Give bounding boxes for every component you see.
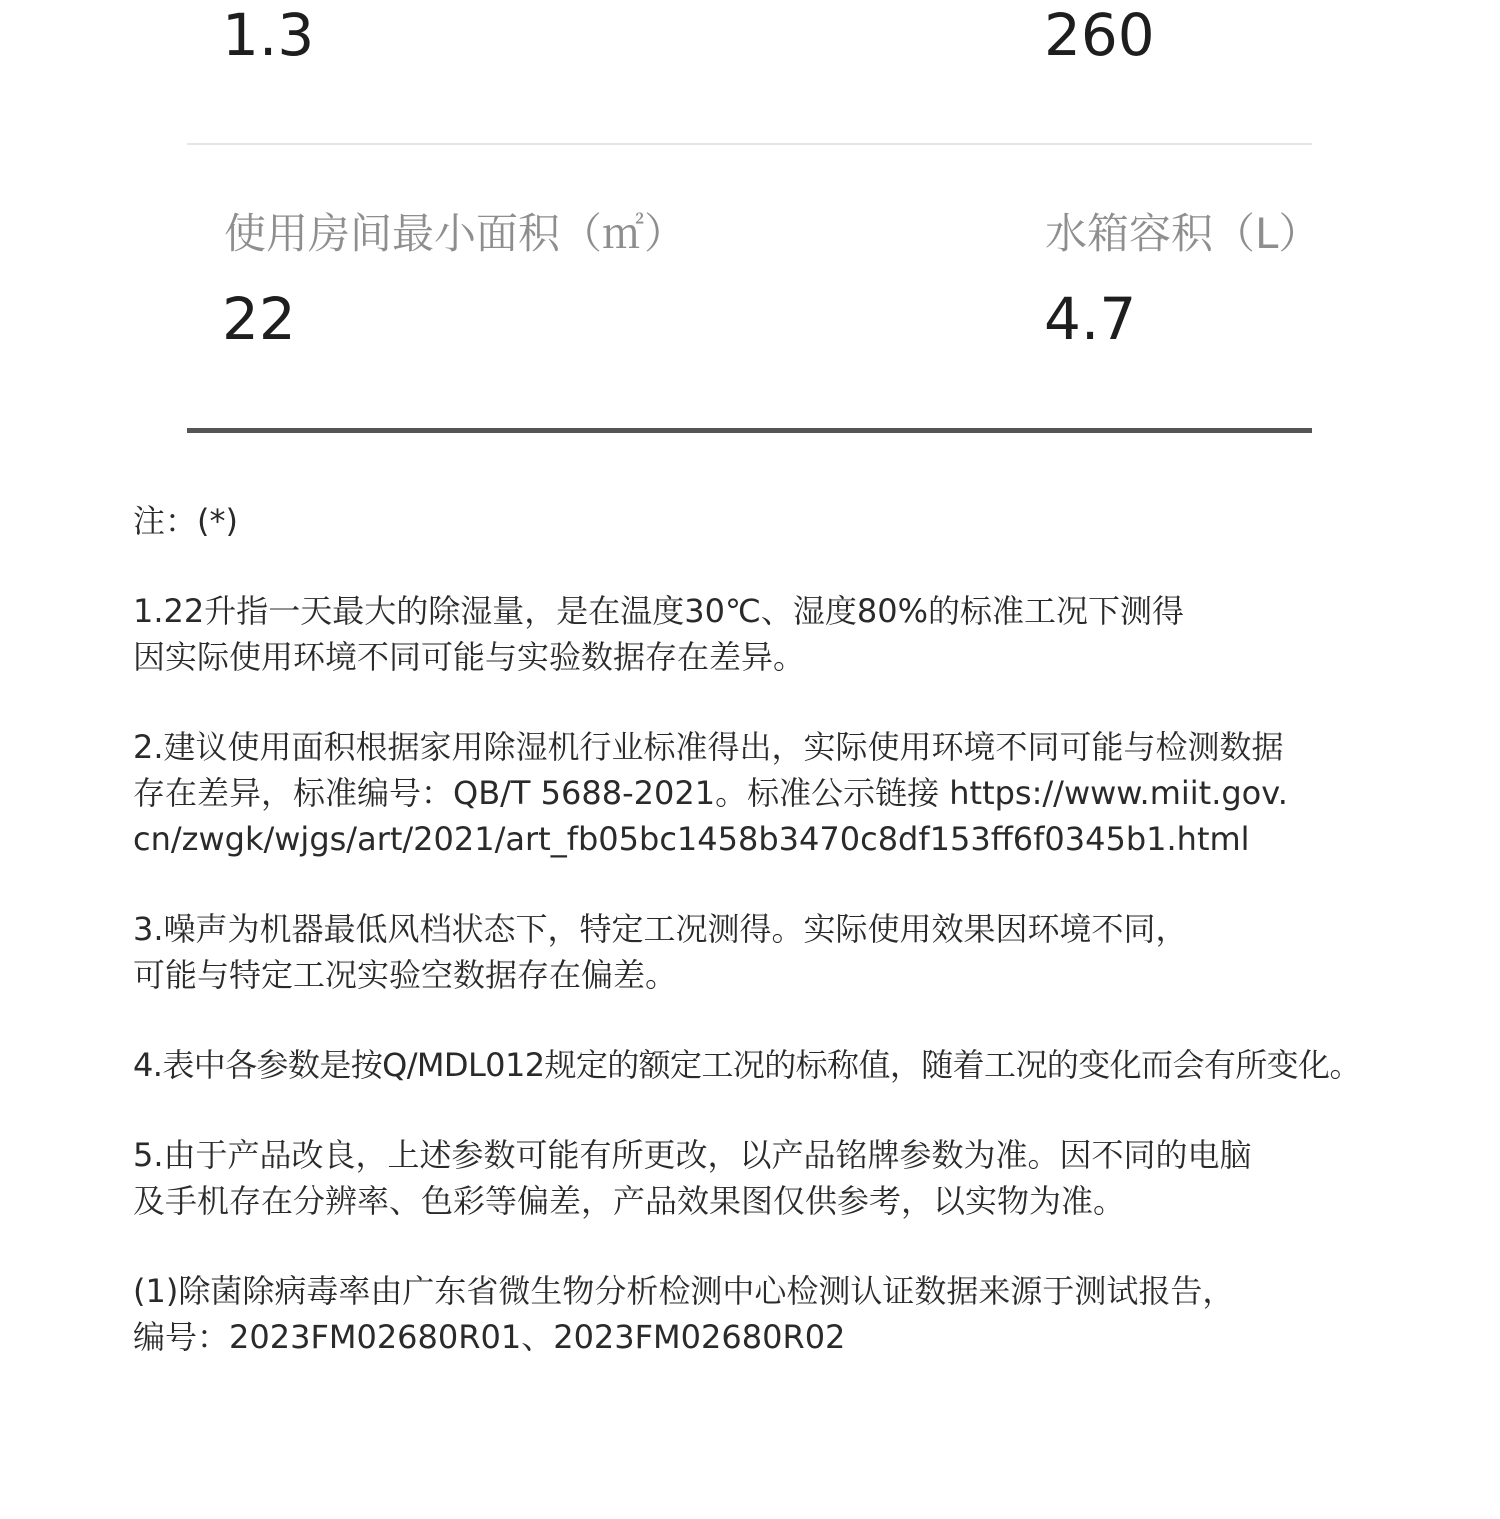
spec-value-top-left: 1.3 xyxy=(222,1,315,69)
note-4: 4.表中各参数是按Q/MDL012规定的额定工况的标称值，随着工况的变化而会有所变化。 xyxy=(133,1046,1361,1084)
row-divider xyxy=(187,143,1312,145)
notes-header: 注：(*) xyxy=(133,502,238,540)
tank-capacity-value: 4.7 xyxy=(1044,285,1137,353)
tank-capacity-label: 水箱容积（L） xyxy=(1045,209,1321,258)
min-area-value: 22 xyxy=(222,285,296,353)
note-1: 1.22升指一天最大的除湿量，是在温度30℃、湿度80%的标准工况下测得 因实际使用环境不同可能与实验数据存在差异。 xyxy=(133,592,1185,676)
spec-value-top-right: 260 xyxy=(1044,1,1155,69)
notes-section xyxy=(133,498,1383,1404)
note-5: 5.由于产品改良，上述参数可能有所更改，以产品铭牌参数为准。因不同的电脑 及手机存在分辨率、色彩等偏差，产品效果图仅供参考，以实物为准。 xyxy=(133,1136,1252,1220)
table-bottom-divider xyxy=(187,428,1312,433)
note-2: 2.建议使用面积根据家用除湿机行业标准得出，实际使用环境不同可能与检测数据 存在差异，标准编号：QB/T 5688-2021。标准公示链接 https://www.miit.gov. cn/zwgk/wjgs/art/2021/art_fb05bc1458b3470c8df153ff6f0345b1.html xyxy=(133,728,1288,858)
min-area-label: 使用房间最小面积（㎡） xyxy=(224,209,687,258)
note-6: (1)除菌除病毒率由广东省微生物分析检测中心检测认证数据来源于测试报告， 编号：2023FM02680R01、2023FM02680R02 xyxy=(133,1272,1235,1356)
note-3: 3.噪声为机器最低风档状态下，特定工况测得。实际使用效果因环境不同， 可能与特定工况实验空数据存在偏差。 xyxy=(133,910,1188,994)
